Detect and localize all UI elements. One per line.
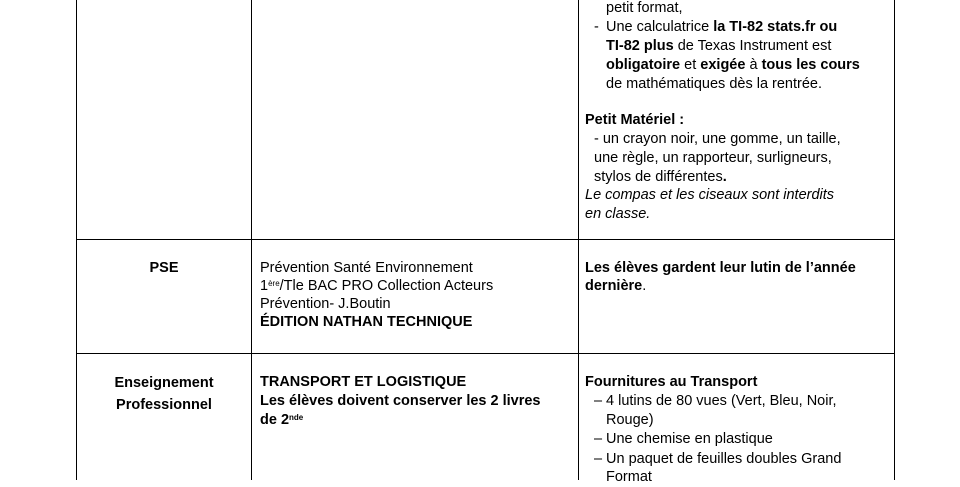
- subject-professional: Professionnel: [116, 397, 212, 413]
- list-dash: –: [594, 393, 603, 409]
- petit-materiel-line: une règle, un rapporteur, surligneurs,: [594, 150, 832, 166]
- subject-pse: PSE: [149, 260, 179, 276]
- book-line: Prévention- J.Boutin: [260, 296, 391, 312]
- table-border-right: [894, 0, 895, 480]
- compass-note: Le compas et les ciseaux sont interdits: [585, 187, 835, 203]
- list-dash: -: [594, 19, 599, 35]
- book-line: 1ère/Tle BAC PRO Collection Acteurs: [260, 278, 494, 294]
- petit-materiel-title: Petit Matériel :: [585, 112, 685, 128]
- list-item: Une chemise en plastique: [606, 431, 773, 447]
- petit-materiel-line: - un crayon noir, une gomme, un taille,: [594, 131, 841, 147]
- calculator-line-3: obligatoire et exigée à tous les cours: [606, 57, 860, 73]
- calculator-line-1: Une calculatrice la TI-82 stats.fr ou: [606, 19, 838, 35]
- list-item: Format: [606, 469, 652, 485]
- petit-materiel-line: stylos de différentes.: [594, 169, 727, 185]
- table-border-col1: [251, 0, 252, 480]
- row-divider-2: [76, 353, 895, 354]
- list-item: 4 lutins de 80 vues (Vert, Bleu, Noir,: [606, 393, 837, 409]
- publisher-line: ÉDITION NATHAN TECHNIQUE: [260, 314, 473, 330]
- calculator-line-4: de mathématiques dès la rentrée.: [606, 76, 823, 92]
- table-border-col2: [578, 0, 579, 480]
- supplies-line: petit format,: [606, 0, 683, 16]
- supplies-title: Fournitures au Transport: [585, 374, 758, 390]
- compass-note: en classe.: [585, 206, 651, 222]
- list-dash: –: [594, 451, 603, 467]
- row-divider-1: [76, 239, 895, 240]
- book-line: de 2nde: [260, 412, 304, 428]
- book-line: TRANSPORT ET LOGISTIQUE: [260, 374, 467, 390]
- list-dash: –: [594, 431, 603, 447]
- book-line: Les élèves doivent conserver les 2 livres: [260, 393, 541, 409]
- list-item: Un paquet de feuilles doubles Grand: [606, 451, 842, 467]
- supplies-line: dernière.: [585, 278, 647, 294]
- list-item: Rouge): [606, 412, 654, 428]
- book-line: Prévention Santé Environnement: [260, 260, 473, 276]
- calculator-line-2: TI-82 plus de Texas Instrument est: [606, 38, 832, 54]
- supplies-line: Les élèves gardent leur lutin de l’année: [585, 260, 856, 276]
- subject-professional: Enseignement: [114, 375, 214, 391]
